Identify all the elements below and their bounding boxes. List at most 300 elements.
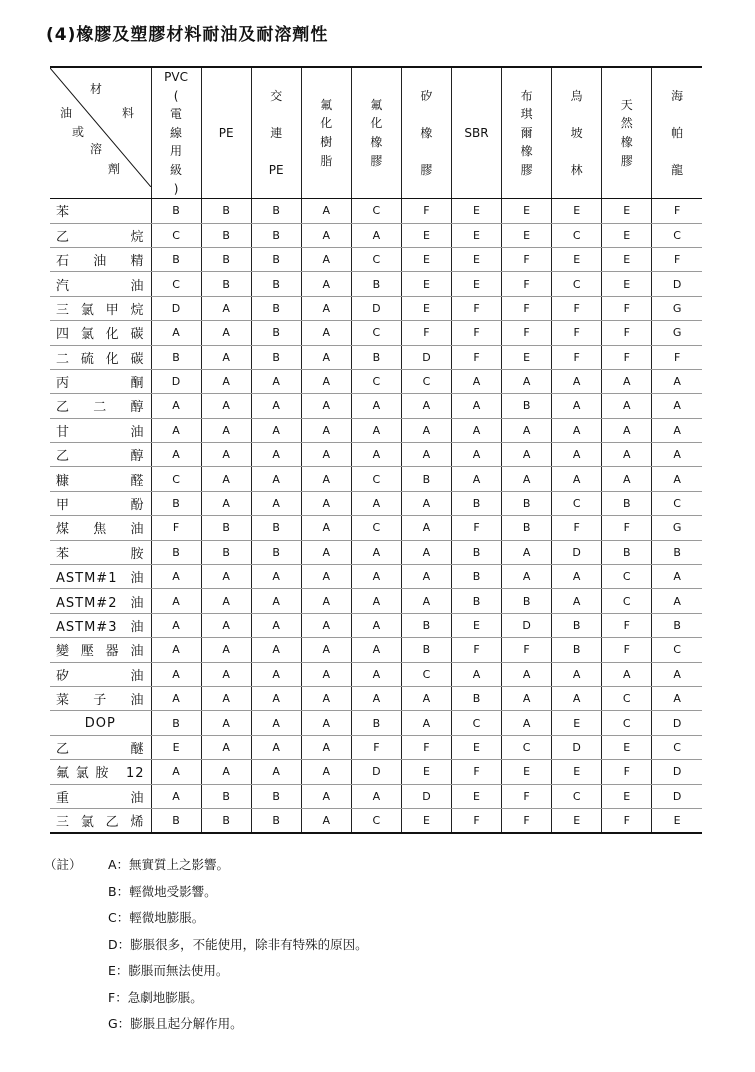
rating-cell: A xyxy=(251,589,301,613)
rating-cell: A xyxy=(251,613,301,637)
rating-cell: A xyxy=(351,565,401,589)
rating-cell: E xyxy=(602,223,652,247)
note-d: D：膨脹很多，不能使用，除非有特殊的原因。 xyxy=(108,936,368,952)
resistance-table xyxy=(50,66,702,834)
table-row xyxy=(50,516,702,540)
rating-cell: A xyxy=(301,199,351,223)
rating-cell: A xyxy=(201,467,251,491)
rating-cell: F xyxy=(502,784,552,808)
row-label: 苯 xyxy=(50,199,151,223)
rating-cell: A xyxy=(301,272,351,296)
rating-cell: F xyxy=(602,638,652,662)
rating-cell: E xyxy=(451,223,501,247)
corner-oil-4: 劑 xyxy=(108,162,121,176)
rating-cell: F xyxy=(451,808,501,832)
rating-cell: B xyxy=(251,223,301,247)
rating-cell: A xyxy=(201,589,251,613)
rating-cell: C xyxy=(351,321,401,345)
rating-cell: E xyxy=(652,808,702,832)
rating-cell: E xyxy=(451,735,501,759)
rating-cell: A xyxy=(151,662,201,686)
table-row xyxy=(50,784,702,808)
rating-cell: C xyxy=(151,467,201,491)
rating-cell: A xyxy=(652,369,702,393)
column-header-label: 氟 化 樹 脂 xyxy=(320,97,333,168)
rating-cell: G xyxy=(652,296,702,320)
table-row xyxy=(50,345,702,369)
table-row xyxy=(50,272,702,296)
rating-cell: A xyxy=(652,686,702,710)
rating-cell: C xyxy=(351,516,401,540)
rating-cell: A xyxy=(151,686,201,710)
rating-cell: A xyxy=(502,686,552,710)
row-label: 菜子油 xyxy=(50,686,151,710)
note-b: B：輕微地受影響。 xyxy=(108,883,217,899)
rating-cell: D xyxy=(652,784,702,808)
rating-cell: A xyxy=(201,369,251,393)
rating-cell: B xyxy=(151,711,201,735)
rating-cell: B xyxy=(251,247,301,271)
rating-cell: A xyxy=(602,467,652,491)
rating-cell: A xyxy=(502,565,552,589)
rating-cell: E xyxy=(451,247,501,271)
rating-cell: A xyxy=(301,247,351,271)
rating-cell: A xyxy=(251,638,301,662)
rating-cell: A xyxy=(301,540,351,564)
rating-cell: C xyxy=(602,565,652,589)
rating-cell: A xyxy=(451,662,501,686)
rating-cell: E xyxy=(401,808,451,832)
rating-cell: A xyxy=(351,223,401,247)
rating-cell: A xyxy=(502,540,552,564)
rating-cell: A xyxy=(652,418,702,442)
rating-cell: A xyxy=(251,443,301,467)
column-header xyxy=(251,67,301,199)
rating-cell: C xyxy=(351,247,401,271)
rating-cell: E xyxy=(401,247,451,271)
rating-cell: C xyxy=(652,638,702,662)
rating-cell: C xyxy=(602,589,652,613)
row-label: ASTM#2 油 xyxy=(50,589,151,613)
column-header-label: 氟 化 橡 膠 xyxy=(370,97,383,168)
rating-cell: C xyxy=(351,369,401,393)
rating-cell: A xyxy=(151,638,201,662)
rating-cell: A xyxy=(401,418,451,442)
rating-cell: F xyxy=(502,272,552,296)
rating-cell: B xyxy=(251,516,301,540)
rating-cell: F xyxy=(602,613,652,637)
rating-cell: F xyxy=(451,516,501,540)
row-label: 丙 酮 xyxy=(50,369,151,393)
rating-cell: A xyxy=(251,491,301,515)
rating-cell: B xyxy=(502,394,552,418)
rating-cell: B xyxy=(251,321,301,345)
rating-cell: A xyxy=(502,662,552,686)
rating-cell: A xyxy=(401,686,451,710)
rating-cell: C xyxy=(351,199,401,223)
column-header xyxy=(151,67,201,199)
rating-cell: D xyxy=(652,272,702,296)
rating-cell: A xyxy=(251,418,301,442)
rating-cell: A xyxy=(201,711,251,735)
rating-cell: D xyxy=(652,760,702,784)
row-label: ASTM#1 油 xyxy=(50,565,151,589)
rating-cell: A xyxy=(552,369,602,393)
column-header-label: 布 琪 爾 橡 膠 xyxy=(520,88,533,177)
corner-material-2: 料 xyxy=(122,106,135,120)
column-header xyxy=(401,67,451,199)
rating-cell: F xyxy=(552,321,602,345)
rating-cell: A xyxy=(451,443,501,467)
rating-cell: E xyxy=(401,296,451,320)
rating-cell: A xyxy=(552,565,602,589)
row-label: DOP xyxy=(50,711,151,735)
rating-cell: A xyxy=(552,662,602,686)
rating-cell: A xyxy=(251,565,301,589)
rating-cell: A xyxy=(552,443,602,467)
column-header xyxy=(652,67,702,199)
rating-cell: F xyxy=(502,638,552,662)
rating-cell: F xyxy=(602,808,652,832)
rating-cell: B xyxy=(451,491,501,515)
rating-cell: D xyxy=(552,735,602,759)
rating-cell: A xyxy=(151,589,201,613)
rating-cell: B xyxy=(151,540,201,564)
rating-cell: C xyxy=(552,223,602,247)
rating-cell: A xyxy=(401,711,451,735)
rating-cell: A xyxy=(602,394,652,418)
rating-cell: B xyxy=(451,589,501,613)
rating-cell: A xyxy=(351,638,401,662)
row-label: 乙 醚 xyxy=(50,735,151,759)
rating-cell: A xyxy=(251,711,301,735)
corner-oil-1: 油 xyxy=(60,106,73,120)
rating-cell: A xyxy=(301,735,351,759)
rating-cell: A xyxy=(502,443,552,467)
rating-cell: B xyxy=(251,540,301,564)
rating-cell: F xyxy=(451,760,501,784)
note-c: C：輕微地膨脹。 xyxy=(108,910,205,925)
rating-cell: A xyxy=(652,565,702,589)
rating-cell: A xyxy=(351,686,401,710)
column-header xyxy=(502,67,552,199)
rating-cell: E xyxy=(502,199,552,223)
rating-cell: C xyxy=(351,467,401,491)
column-header xyxy=(451,67,501,199)
rating-cell: E xyxy=(552,711,602,735)
rating-cell: B xyxy=(201,272,251,296)
rating-cell: A xyxy=(401,516,451,540)
rating-cell: A xyxy=(351,394,401,418)
rating-cell: E xyxy=(602,784,652,808)
rating-cell: A xyxy=(502,711,552,735)
rating-cell: A xyxy=(451,467,501,491)
rating-cell: A xyxy=(151,418,201,442)
rating-cell: E xyxy=(451,199,501,223)
row-label: 汽 油 xyxy=(50,272,151,296)
rating-cell: A xyxy=(201,345,251,369)
rating-cell: G xyxy=(652,321,702,345)
rating-cell: F xyxy=(451,345,501,369)
rating-cell: A xyxy=(552,589,602,613)
table-row xyxy=(50,760,702,784)
rating-cell: E xyxy=(602,272,652,296)
rating-cell: A xyxy=(301,394,351,418)
rating-cell: C xyxy=(151,272,201,296)
rating-cell: A xyxy=(251,394,301,418)
rating-cell: A xyxy=(652,394,702,418)
rating-cell: E xyxy=(602,247,652,271)
row-label: 四氯化碳 xyxy=(50,321,151,345)
table-row xyxy=(50,711,702,735)
rating-cell: F xyxy=(502,808,552,832)
column-header-label: 烏 坡 林 xyxy=(570,88,583,177)
rating-cell: A xyxy=(602,662,652,686)
rating-cell: B xyxy=(401,638,451,662)
rating-cell: F xyxy=(451,638,501,662)
rating-cell: A xyxy=(251,662,301,686)
rating-cell: D xyxy=(401,784,451,808)
table-row xyxy=(50,296,702,320)
rating-cell: A xyxy=(301,369,351,393)
rating-cell: A xyxy=(602,369,652,393)
row-label: 乙 醇 xyxy=(50,443,151,467)
rating-cell: B xyxy=(201,223,251,247)
rating-cell: C xyxy=(451,711,501,735)
rating-cell: A xyxy=(151,760,201,784)
row-label: 糠 醛 xyxy=(50,467,151,491)
rating-cell: E xyxy=(552,808,602,832)
rating-cell: A xyxy=(451,394,501,418)
rating-cell: D xyxy=(552,540,602,564)
table-row xyxy=(50,540,702,564)
column-header-label: PVC ( 電 線 用 級 ) xyxy=(164,70,188,196)
rating-cell: D xyxy=(401,345,451,369)
rating-cell: A xyxy=(401,443,451,467)
rating-cell: F xyxy=(602,321,652,345)
rating-cell: A xyxy=(151,613,201,637)
rating-cell: C xyxy=(652,735,702,759)
row-label: 乙二醇 xyxy=(50,394,151,418)
rating-cell: B xyxy=(602,491,652,515)
rating-cell: C xyxy=(652,223,702,247)
table-row xyxy=(50,467,702,491)
table-body xyxy=(50,199,702,833)
row-label: ASTM#3 油 xyxy=(50,613,151,637)
rating-cell: D xyxy=(151,369,201,393)
rating-cell: B xyxy=(151,199,201,223)
rating-cell: A xyxy=(151,443,201,467)
rating-cell: A xyxy=(301,686,351,710)
notes-prefix: （註） xyxy=(44,857,82,872)
rating-cell: F xyxy=(652,345,702,369)
rating-cell: A xyxy=(251,735,301,759)
rating-cell: A xyxy=(652,589,702,613)
rating-cell: B xyxy=(251,296,301,320)
table-row xyxy=(50,199,702,223)
rating-cell: A xyxy=(301,760,351,784)
row-label: 三氯甲烷 xyxy=(50,296,151,320)
rating-cell: A xyxy=(201,418,251,442)
rating-cell: A xyxy=(201,613,251,637)
rating-cell: A xyxy=(201,321,251,345)
rating-cell: A xyxy=(201,296,251,320)
rating-cell: A xyxy=(301,418,351,442)
rating-cell: A xyxy=(151,565,201,589)
row-label: 石油精 xyxy=(50,247,151,271)
rating-cell: A xyxy=(251,467,301,491)
rating-cell: B xyxy=(351,711,401,735)
column-header xyxy=(602,67,652,199)
rating-cell: A xyxy=(301,784,351,808)
rating-cell: B xyxy=(201,808,251,832)
rating-cell: F xyxy=(602,296,652,320)
rating-cell: A xyxy=(351,443,401,467)
table-row xyxy=(50,686,702,710)
rating-cell: A xyxy=(301,565,351,589)
table-row xyxy=(50,443,702,467)
rating-cell: B xyxy=(451,540,501,564)
rating-cell: C xyxy=(552,491,602,515)
rating-cell: B xyxy=(502,491,552,515)
rating-cell: A xyxy=(251,760,301,784)
rating-cell: F xyxy=(552,516,602,540)
rating-cell: A xyxy=(552,418,602,442)
column-header-label: SBR xyxy=(464,125,489,140)
rating-cell: F xyxy=(552,296,602,320)
rating-cell: A xyxy=(201,443,251,467)
rating-cell: C xyxy=(602,711,652,735)
rating-cell: A xyxy=(652,467,702,491)
rating-cell: A xyxy=(401,589,451,613)
row-label: 變壓器油 xyxy=(50,638,151,662)
rating-cell: B xyxy=(351,272,401,296)
column-header-label: 天 然 橡 膠 xyxy=(620,97,633,168)
rating-cell: B xyxy=(201,540,251,564)
rating-cell: C xyxy=(652,491,702,515)
table-row xyxy=(50,321,702,345)
rating-cell: A xyxy=(301,296,351,320)
rating-cell: D xyxy=(502,613,552,637)
rating-cell: A xyxy=(301,321,351,345)
column-header xyxy=(351,67,401,199)
rating-cell: F xyxy=(401,735,451,759)
rating-cell: B xyxy=(151,247,201,271)
rating-cell: E xyxy=(451,784,501,808)
rating-cell: G xyxy=(652,516,702,540)
rating-cell: B xyxy=(552,613,602,637)
row-label: 氟氯胺 12 xyxy=(50,760,151,784)
rating-cell: A xyxy=(301,491,351,515)
rating-cell: A xyxy=(552,686,602,710)
rating-cell: A xyxy=(301,613,351,637)
rating-cell: B xyxy=(552,638,602,662)
rating-cell: C xyxy=(351,808,401,832)
rating-cell: A xyxy=(201,491,251,515)
rating-cell: B xyxy=(201,784,251,808)
rating-cell: E xyxy=(451,613,501,637)
rating-cell: D xyxy=(151,296,201,320)
rating-cell: E xyxy=(502,223,552,247)
column-header-label: 矽 橡 膠 xyxy=(420,88,433,177)
rating-cell: B xyxy=(451,686,501,710)
rating-cell: B xyxy=(652,540,702,564)
rating-cell: A xyxy=(502,418,552,442)
notes xyxy=(44,852,368,1038)
rating-cell: F xyxy=(451,321,501,345)
rating-cell: B xyxy=(201,199,251,223)
rating-cell: E xyxy=(401,760,451,784)
rating-cell: F xyxy=(401,321,451,345)
rating-cell: A xyxy=(351,418,401,442)
rating-cell: A xyxy=(401,394,451,418)
rating-cell: E xyxy=(552,760,602,784)
rating-cell: F xyxy=(602,516,652,540)
rating-cell: B xyxy=(201,516,251,540)
rating-cell: B xyxy=(502,516,552,540)
rating-cell: B xyxy=(151,808,201,832)
rating-cell: E xyxy=(401,272,451,296)
rating-cell: E xyxy=(602,735,652,759)
rating-cell: E xyxy=(602,199,652,223)
rating-cell: F xyxy=(451,296,501,320)
rating-cell: B xyxy=(351,345,401,369)
rating-cell: A xyxy=(652,443,702,467)
rating-cell: A xyxy=(602,443,652,467)
page-title: (4)橡膠及塑膠材料耐油及耐溶劑性 xyxy=(46,25,329,45)
corner-oil-2: 或 xyxy=(72,125,85,139)
row-label: 乙 烷 xyxy=(50,223,151,247)
table-header-row xyxy=(50,67,702,199)
table-row xyxy=(50,662,702,686)
rating-cell: A xyxy=(301,345,351,369)
rating-cell: F xyxy=(602,345,652,369)
rating-cell: C xyxy=(552,784,602,808)
rating-cell: C xyxy=(602,686,652,710)
rating-cell: F xyxy=(401,199,451,223)
rating-cell: A xyxy=(351,589,401,613)
rating-cell: A xyxy=(351,662,401,686)
rating-cell: F xyxy=(652,247,702,271)
table-row xyxy=(50,808,702,832)
rating-cell: F xyxy=(652,199,702,223)
row-label: 煤焦油 xyxy=(50,516,151,540)
rating-cell: E xyxy=(552,247,602,271)
table-row xyxy=(50,223,702,247)
row-label: 甘 油 xyxy=(50,418,151,442)
row-label: 苯 胺 xyxy=(50,540,151,564)
rating-cell: A xyxy=(151,784,201,808)
rating-cell: D xyxy=(351,296,401,320)
rating-cell: A xyxy=(351,540,401,564)
rating-cell: F xyxy=(502,296,552,320)
rating-cell: A xyxy=(351,613,401,637)
rating-cell: A xyxy=(552,467,602,491)
rating-cell: A xyxy=(552,394,602,418)
rating-cell: A xyxy=(201,760,251,784)
rating-cell: A xyxy=(201,735,251,759)
rating-cell: A xyxy=(652,662,702,686)
table-row xyxy=(50,418,702,442)
rating-cell: A xyxy=(451,418,501,442)
rating-cell: B xyxy=(652,613,702,637)
rating-cell: A xyxy=(502,467,552,491)
column-header xyxy=(201,67,251,199)
rating-cell: A xyxy=(351,784,401,808)
rating-cell: A xyxy=(251,686,301,710)
rating-cell: B xyxy=(251,345,301,369)
rating-cell: B xyxy=(151,345,201,369)
